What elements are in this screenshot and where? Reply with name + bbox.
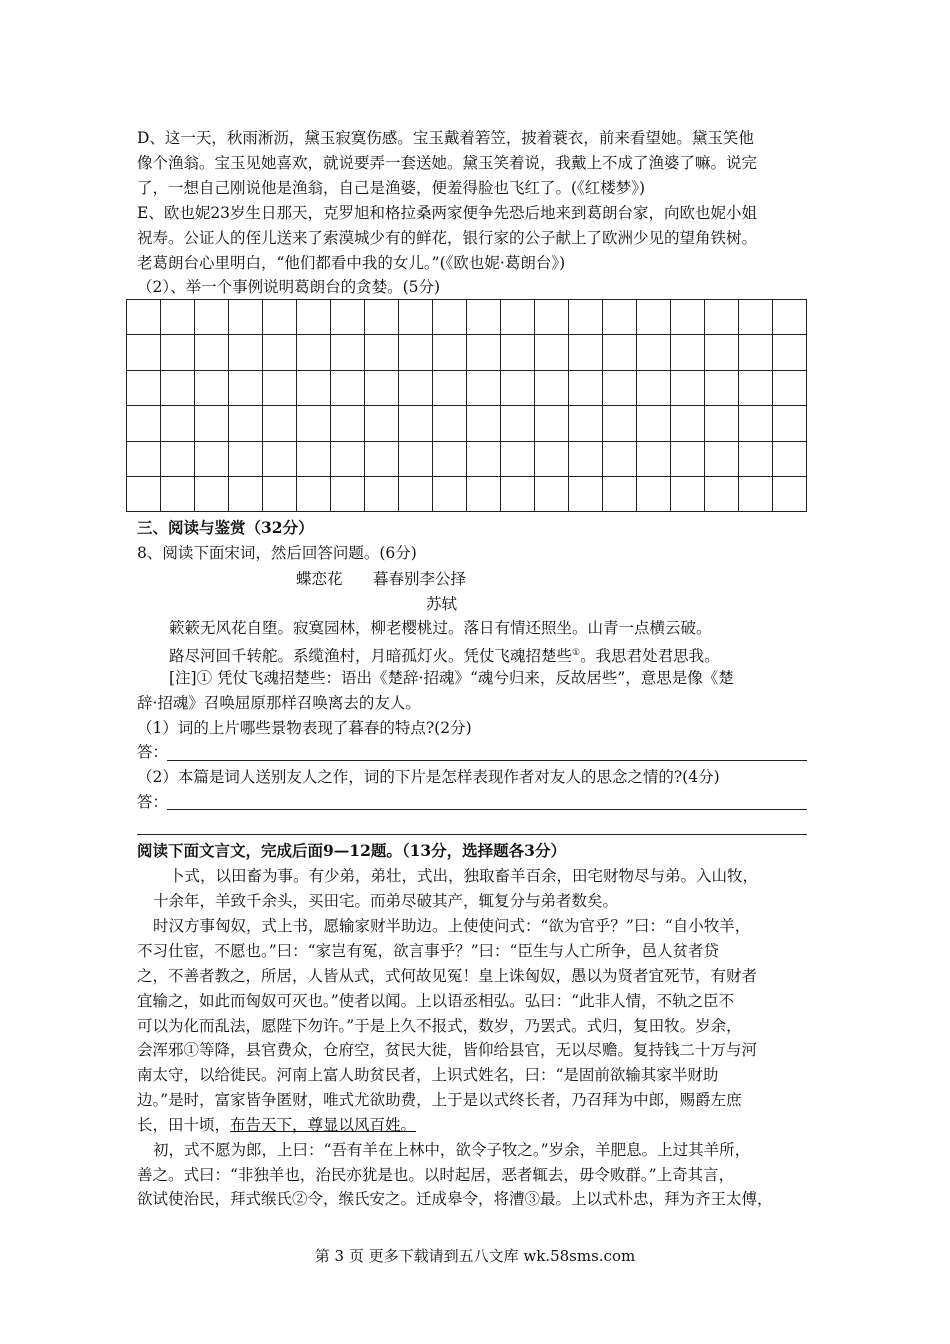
grid-cell[interactable] (127, 476, 161, 511)
grid-cell[interactable] (603, 406, 637, 441)
grid-cell[interactable] (535, 335, 569, 370)
question-8-2: （2）本篇是词人送别友人之作，词的下片是怎样表现作者对友人的思念之情的?(4分) (137, 768, 720, 786)
text-line-5: 之，不善者教之，所居，人皆从式，式何故见冤！皇上诛匈奴，愚以为贤者宜死节，有财者 (137, 967, 758, 985)
grid-cell[interactable] (501, 476, 535, 511)
grid-cell[interactable] (671, 335, 705, 370)
grid-cell[interactable] (365, 441, 399, 476)
grid-cell[interactable] (501, 300, 535, 335)
grid-cell[interactable] (433, 300, 467, 335)
grid-cell[interactable] (773, 300, 807, 335)
grid-cell[interactable] (501, 370, 535, 405)
text-line-6: 宜输之，如此而匈奴可灭也。”使者以闻。上以语丞相弘。弘曰：“此非人情，不轨之臣不 (137, 992, 735, 1010)
grid-cell[interactable] (331, 406, 365, 441)
grid-cell[interactable] (671, 370, 705, 405)
grid-cell[interactable] (331, 300, 365, 335)
grid-cell[interactable] (467, 476, 501, 511)
grid-cell[interactable] (535, 441, 569, 476)
grid-cell[interactable] (297, 300, 331, 335)
text-line-14: 欲试使治民，拜式缑氏②令，缑氏安之。迁成皋令，将漕③最。上以式朴忠，拜为齐王太傅， (137, 1190, 773, 1208)
poem-line-1: 簌簌无风花自堕。寂寞园林，柳老樱桃过。落日有情还照坐。山青一点横云破。 (169, 619, 712, 637)
grid-cell[interactable] (399, 476, 433, 511)
grid-cell[interactable] (331, 476, 365, 511)
grid-cell[interactable] (399, 406, 433, 441)
grid-cell[interactable] (739, 300, 773, 335)
grid-cell[interactable] (127, 406, 161, 441)
grid-cell[interactable] (569, 370, 603, 405)
grid-cell[interactable] (739, 406, 773, 441)
grid-cell[interactable] (705, 406, 739, 441)
poem-line-2: 路尽河回千转舵。系缆渔村，月暗孤灯火。凭仗飞魂招楚些①。我思君处君思我。 (169, 647, 720, 666)
text-line-8: 会浑邪①等降，县官费众，仓府空，贫民大徙，皆仰给县官，无以尽赡。复持钱二十万与河 (137, 1041, 758, 1059)
grid-row (127, 300, 807, 335)
grid-cell[interactable] (603, 300, 637, 335)
grid-cell[interactable] (501, 406, 535, 441)
grid-cell[interactable] (229, 476, 263, 511)
grid-cell[interactable] (195, 300, 229, 335)
grid-cell[interactable] (501, 335, 535, 370)
grid-cell[interactable] (433, 335, 467, 370)
grid-row (127, 370, 807, 405)
grid-cell[interactable] (263, 335, 297, 370)
question-7-2: （2）、举一个事例说明葛朗台的贪婪。(5分) (137, 278, 441, 296)
grid-cell[interactable] (365, 335, 399, 370)
grid-cell[interactable] (467, 441, 501, 476)
text-line-11: 长，田十顷，布告天下，尊显以风百姓。 (137, 1116, 417, 1134)
answer-line-1[interactable] (167, 760, 807, 761)
grid-cell[interactable] (127, 370, 161, 405)
option-e-line-3: 老葛朗台心里明白，“他们都看中我的女儿。”(《欧也妮·葛朗台》) (137, 254, 566, 272)
grid-cell[interactable] (535, 370, 569, 405)
text-line-4: 不习仕宦，不愿也。”曰：“家岂有冤，欲言事乎？”曰：“臣生与人亡所争，邑人贫者贷 (137, 942, 719, 960)
grid-cell[interactable] (263, 406, 297, 441)
answer-grid[interactable] (126, 299, 807, 512)
option-d-line-3: 了，一想自己刚说他是渔翁，自己是渔婆，便羞得脸也飞红了。(《红楼梦》) (137, 179, 646, 197)
grid-cell[interactable] (739, 335, 773, 370)
grid-cell[interactable] (433, 370, 467, 405)
grid-cell[interactable] (161, 476, 195, 511)
grid-row (127, 476, 807, 511)
answer-line-2[interactable] (167, 809, 807, 810)
grid-cell[interactable] (229, 300, 263, 335)
grid-cell[interactable] (705, 335, 739, 370)
grid-cell[interactable] (671, 406, 705, 441)
grid-cell[interactable] (773, 335, 807, 370)
option-d-line-1: D、这一天，秋雨淅沥，黛玉寂寞伤感。宝玉戴着箬笠，披着蓑衣，前来看望她。黛玉笑他 (137, 129, 754, 147)
grid-cell[interactable] (501, 441, 535, 476)
footnote-marker: ① (572, 648, 581, 658)
grid-cell[interactable] (365, 370, 399, 405)
grid-cell[interactable] (535, 406, 569, 441)
text-line-2: 十余年，羊致千余头，买田宅。而弟尽破其产，辄复分与弟者数矣。 (153, 892, 619, 910)
grid-cell[interactable] (127, 335, 161, 370)
grid-cell[interactable] (263, 441, 297, 476)
poem-note-line-2: 辞·招魂》召唤屈原那样召唤离去的友人。 (137, 694, 421, 712)
grid-row (127, 441, 807, 476)
grid-cell[interactable] (433, 476, 467, 511)
grid-cell[interactable] (773, 476, 807, 511)
page-footer: 第 3 页 更多下载请到五八文库 wk.58sms.com (314, 1247, 636, 1265)
grid-cell[interactable] (229, 441, 263, 476)
text-line-1: 卜式，以田畜为事。有少弟，弟壮，式出，独取畜羊百余，田宅财物尽与弟。入山牧， (169, 867, 759, 885)
grid-cell[interactable] (229, 370, 263, 405)
poem-title: 蝶恋花 (296, 570, 343, 588)
underlined-phrase: 布告天下，尊显以风百姓。 (230, 1116, 417, 1134)
grid-cell[interactable] (705, 476, 739, 511)
grid-cell[interactable] (773, 406, 807, 441)
grid-cell[interactable] (603, 476, 637, 511)
grid-cell[interactable] (331, 335, 365, 370)
grid-cell[interactable] (637, 300, 671, 335)
grid-cell[interactable] (195, 335, 229, 370)
grid-cell[interactable] (297, 476, 331, 511)
grid-cell[interactable] (331, 441, 365, 476)
grid-row (127, 335, 807, 370)
grid-cell[interactable] (399, 441, 433, 476)
grid-cell[interactable] (705, 441, 739, 476)
grid-cell[interactable] (773, 370, 807, 405)
grid-cell[interactable] (433, 441, 467, 476)
grid-cell[interactable] (467, 370, 501, 405)
text-line-13: 善之。式曰：“非独羊也，治民亦犹是也。以时起居，恶者辄去，毋令败群。”上奇其言， (137, 1166, 735, 1184)
grid-cell[interactable] (569, 441, 603, 476)
grid-cell[interactable] (739, 370, 773, 405)
grid-cell[interactable] (535, 300, 569, 335)
grid-cell[interactable] (263, 300, 297, 335)
grid-cell[interactable] (195, 476, 229, 511)
grid-cell[interactable] (773, 441, 807, 476)
grid-cell[interactable] (433, 406, 467, 441)
grid-cell[interactable] (399, 335, 433, 370)
answer-label-1: 答： (137, 743, 169, 761)
grid-cell[interactable] (297, 335, 331, 370)
grid-cell[interactable] (671, 441, 705, 476)
grid-cell[interactable] (195, 406, 229, 441)
grid-cell[interactable] (603, 370, 637, 405)
grid-cell[interactable] (603, 335, 637, 370)
grid-cell[interactable] (399, 370, 433, 405)
grid-cell[interactable] (399, 300, 433, 335)
grid-cell[interactable] (671, 476, 705, 511)
grid-cell[interactable] (569, 476, 603, 511)
section-3-heading: 三、阅读与鉴赏（32分） (137, 518, 314, 537)
grid-cell[interactable] (229, 335, 263, 370)
question-8-1: （1）词的上片哪些景物表现了暮春的特点?(2分) (137, 719, 472, 737)
grid-row (127, 406, 807, 441)
grid-cell[interactable] (637, 335, 671, 370)
grid-cell[interactable] (671, 300, 705, 335)
grid-cell[interactable] (467, 335, 501, 370)
grid-cell[interactable] (229, 406, 263, 441)
grid-cell[interactable] (603, 441, 637, 476)
grid-cell[interactable] (637, 406, 671, 441)
grid-cell[interactable] (637, 370, 671, 405)
grid-cell[interactable] (195, 441, 229, 476)
text-line-9: 南太守，以给徙民。河南上富人助贫民者，上识式姓名，曰：“是固前欲输其家半财助 (137, 1066, 719, 1084)
answer-label-2: 答： (137, 793, 169, 811)
grid-cell[interactable] (263, 476, 297, 511)
grid-cell[interactable] (161, 370, 195, 405)
grid-cell[interactable] (467, 406, 501, 441)
grid-cell[interactable] (297, 441, 331, 476)
text-line-10: 边。”是时，富家皆争匿财，唯式尤欲助费，上于是以式终长者，乃召拜为中郎，赐爵左庶 (137, 1091, 742, 1109)
grid-cell[interactable] (637, 476, 671, 511)
poem-note-line-1: [注]① 凭仗飞魂招楚些：语出《楚辞·招魂》“魂兮归来，反故居些”，意思是像《楚 (169, 669, 734, 687)
grid-cell[interactable] (569, 335, 603, 370)
grid-cell[interactable] (365, 300, 399, 335)
option-e-line-2: 祝寿。公证人的侄儿送来了索漠城少有的鲜花，银行家的公子献上了欧洲少见的望角铁树。 (137, 229, 758, 247)
grid-cell[interactable] (161, 300, 195, 335)
grid-cell[interactable] (297, 370, 331, 405)
option-d-line-2: 像个渔翁。宝玉见她喜欢，就说要弄一套送她。黛玉笑着说，我戴上不成了渔婆了嘛。说完 (137, 154, 758, 172)
grid-cell[interactable] (263, 370, 297, 405)
grid-cell[interactable] (569, 300, 603, 335)
grid-cell[interactable] (739, 476, 773, 511)
grid-cell[interactable] (569, 406, 603, 441)
grid-cell[interactable] (535, 476, 569, 511)
grid-cell[interactable] (331, 370, 365, 405)
grid-cell[interactable] (161, 441, 195, 476)
answer-line-3[interactable] (137, 834, 807, 835)
question-8: 8、阅读下面宋词，然后回答问题。(6分) (137, 544, 417, 562)
grid-cell[interactable] (195, 370, 229, 405)
grid-cell[interactable] (161, 335, 195, 370)
grid-cell[interactable] (127, 300, 161, 335)
poem-subtitle: 暮春别李公择 (373, 570, 467, 588)
grid-cell[interactable] (365, 406, 399, 441)
grid-cell[interactable] (297, 406, 331, 441)
grid-cell[interactable] (705, 370, 739, 405)
grid-cell[interactable] (705, 300, 739, 335)
grid-cell[interactable] (127, 441, 161, 476)
grid-cell[interactable] (365, 476, 399, 511)
classical-intro: 阅读下面文言文，完成后面9—12题。（13分，选择题各3分） (137, 841, 566, 860)
grid-cell[interactable] (739, 441, 773, 476)
text-line-7: 可以为化而乱法，愿陛下勿许。”于是上久不报式，数岁，乃罢式。式归，复田牧。岁余， (137, 1017, 742, 1035)
text-line-3: 时汉方事匈奴，式上书，愿输家财半助边。上使使问式：“欲为官乎？”曰：“自小牧羊， (153, 917, 751, 935)
grid-cell[interactable] (467, 300, 501, 335)
poem-author: 苏轼 (426, 595, 458, 613)
option-e-line-1: E、欧也妮23岁生日那天，克罗旭和格拉桑两家便争先恐后地来到葛朗台家，向欧也妮小姐 (137, 204, 758, 222)
grid-cell[interactable] (161, 406, 195, 441)
grid-cell[interactable] (637, 441, 671, 476)
text-line-12: 初，式不愿为郎，上曰：“吾有羊在上林中，欲令子牧之。”岁余，羊肥息。上过其羊所， (153, 1141, 751, 1159)
